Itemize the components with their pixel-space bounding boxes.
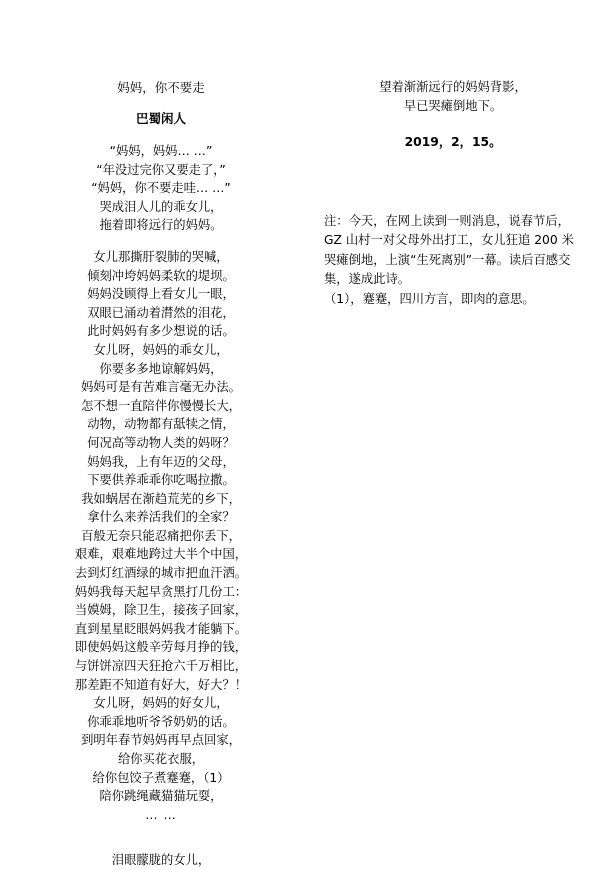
poem-line: 你乖乖地听爷爷奶奶的话。 [87,714,235,729]
footnote-paragraph: 注：今天，在网上读到一则消息，说春节后，GZ 山村一对父母外出打工，女儿狂追 200 米哭瘫倒地，上演“生死离别”一幕。读后百感交集，遂成此诗。 [324,213,574,287]
poem-line: 去到灯红酒绿的城市把血汗洒。 [74,566,248,581]
poem-line: … … [145,807,177,822]
poem-line: 早已哭瘫倒地下。 [403,98,503,113]
poem-line: 望着渐渐远行的妈妈背影， [379,80,527,94]
poem-line: 妈妈可是有苦难言毫无办法。 [81,380,241,395]
poem-line: 女儿呀，妈妈的乖女儿， [93,342,229,357]
stanza-spacer [30,837,292,851]
poem-author: 巴蜀闲人 [135,111,186,126]
poem-line: “妈妈，妈妈… …” [109,144,213,158]
poem-line: 我如蜗居在渐趋荒芜的乡下， [81,491,241,506]
poem-line: “年没过完你又要走了，” [96,162,226,177]
poem-line: “妈妈，你不要走哇… …” [91,181,231,196]
poem-line: 给你包饺子煮蹇蹇，（1） [92,770,230,785]
poem-line: 拖着即将远行的妈妈。 [99,218,223,233]
poem-line: 下要供养乖乖你吃喝拉撒。 [87,473,235,488]
poem-line: 拿什么来养活我们的全家？ [87,510,235,525]
poem-line: 妈妈我，上有年迈的父母， [87,454,235,469]
poem-line: 怎不想一直陪伴你慢慢长大， [81,398,241,413]
poem-line: 女儿呀，妈妈的好女儿， [93,696,229,711]
poem-line: 双眼已涌动着潸然的泪花， [87,305,235,320]
poem-line: 哭成泪人儿的乖女儿， [99,199,223,214]
poem-line: 百般无奈只能忍痛把你丢下， [81,528,241,543]
poem-line: 即使妈妈这般辛劳每月挣的钱， [74,640,248,655]
poem-line: 到明年春节妈妈再早点回家， [81,733,241,748]
poem-line: 当嫫姆，除卫生，接孩子回家， [74,603,248,618]
poem-line: 艰难，艰难地跨过大半个中国， [74,547,248,562]
poem-line: 与饼饼凉四天狂抢六千万相比， [74,659,248,674]
right-column [300,78,600,309]
poem-line: 动物，动物都有舐犊之情， [87,417,235,432]
poem-line: 给你买花衣服， [117,752,205,766]
poem-line: 直到星星眨眼妈妈我才能躺下。 [74,621,248,636]
two-column-layout [0,78,600,870]
poem-line: 此时妈妈有多少想说的话。 [87,324,235,339]
poem-stanza-3 [30,851,292,870]
poem-line: 女儿那撕肝裂肺的哭喊， [93,249,229,264]
poem-stanza-2 [30,248,292,824]
poem-stanza-1 [30,142,292,235]
poem-continuation [324,78,582,115]
poem-line: 泪眼朦胧的女儿， [111,853,211,868]
poem-line: 你要多多地谅解妈妈， [99,361,223,376]
footnote-paragraph: （1），蹇蹇，四川方言，即肉的意思。 [324,291,535,306]
poem-line: 倾刻冲垮妈妈柔软的堤坝。 [87,268,235,283]
footnote-block [324,212,582,310]
poem-title: 妈妈，你不要走 [117,80,205,95]
poem-line: 那差距不知道有好大，好大？！ [74,677,248,692]
poem-line: 陪你跳绳藏猫猫玩耍， [99,789,223,804]
poem-line: 妈妈没顾得上看女儿一眼， [87,287,235,302]
poem-line: 何况高等动物人类的妈呀？ [87,435,235,450]
poem-date: 2019，2，15。 [404,135,502,150]
poem-line: 妈妈我每天起早贪黑打几份工： [74,584,248,599]
left-column [0,78,300,870]
